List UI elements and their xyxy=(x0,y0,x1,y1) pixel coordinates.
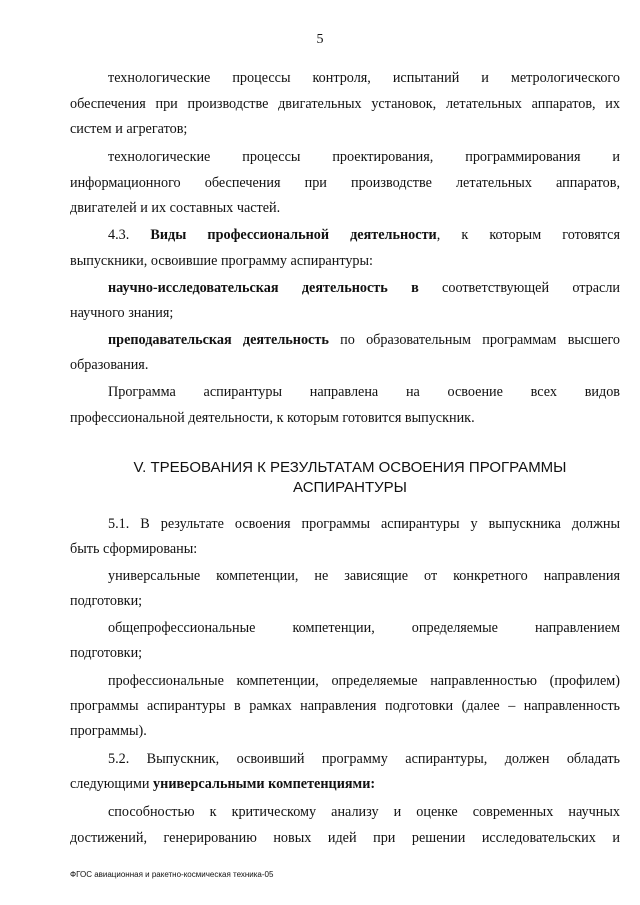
paragraph-line: двигателей и их составных частей. xyxy=(70,200,281,216)
paragraph-line: подготовки; xyxy=(70,593,143,609)
paragraph-line: профессиональные компетенции, определяемые направленностью (профилем) xyxy=(108,673,620,689)
paragraph-line: технологические процессы контроля, испытаний и метрологического xyxy=(108,70,620,86)
text-span: по образовательным программам высшего xyxy=(340,332,620,348)
paragraph-line: 5.1. В результате освоения программы аспирантуры у выпускника должны xyxy=(108,516,620,532)
section-heading: V. ТРЕБОВАНИЯ К РЕЗУЛЬТАТАМ ОСВОЕНИЯ ПРОГРАММЫ xyxy=(133,459,567,476)
paragraph-line xyxy=(70,775,375,793)
page-number: 5 xyxy=(316,32,324,47)
paragraph-line: универсальные компетенции, не зависящие от конкретного направления xyxy=(108,568,620,584)
paragraph-line: Программа аспирантуры направлена на освоение всех видов xyxy=(108,384,620,400)
paragraph-line: выпускники, освоившие программу аспирантуры: xyxy=(70,253,373,269)
paragraph-line xyxy=(108,226,620,244)
bold-term: научно-исследовательская деятельность в xyxy=(108,280,419,296)
bold-term: универсальными компетенциями xyxy=(153,776,371,792)
paragraph-line: научного знания; xyxy=(70,305,174,321)
paragraph-line: подготовки; xyxy=(70,645,143,661)
bold-term: Виды профессиональной деятельности xyxy=(150,227,437,243)
text-span: : xyxy=(370,776,376,792)
paragraph-line: способностью к критическому анализу и оценке современных научных xyxy=(108,804,620,820)
paragraph-line: быть сформированы: xyxy=(70,541,198,557)
section-number: 4.3. xyxy=(108,227,130,243)
paragraph-line: систем и агрегатов; xyxy=(70,121,188,137)
paragraph-line: 5.2. Выпускник, освоивший программу аспирантуры, должен обладать xyxy=(108,751,620,767)
paragraph-line: информационного обеспечения при производстве летательных аппаратов, xyxy=(70,175,620,191)
paragraph-line: общепрофессиональные компетенции, определяемые направлением xyxy=(108,620,620,636)
text-span: следующими xyxy=(70,776,150,792)
text-span: , к которым готовятся xyxy=(436,227,620,243)
paragraph-line xyxy=(108,279,620,297)
paragraph-line: программы). xyxy=(70,723,147,739)
paragraph-line: образования. xyxy=(70,357,149,373)
bold-term: преподавательская деятельность xyxy=(108,332,329,348)
paragraph-line: обеспечения при производстве двигательных установок, летательных аппаратов, их xyxy=(70,96,620,112)
footer: ФГОС авиационная и ракетно-космическая техника-05 xyxy=(70,870,274,879)
section-heading: АСПИРАНТУРЫ xyxy=(293,479,407,496)
text-span: соответствующей отрасли xyxy=(442,280,620,296)
paragraph-line: профессиональной деятельности, к которым готовится выпускник. xyxy=(70,410,475,426)
paragraph-line: технологические процессы проектирования, программирования и xyxy=(108,149,620,165)
paragraph-line xyxy=(108,331,620,349)
paragraph-line: достижений, генерированию новых идей при решении исследовательских и xyxy=(70,830,620,846)
paragraph-line: программы аспирантуры в рамках направления подготовки (далее – направленность xyxy=(70,698,620,714)
